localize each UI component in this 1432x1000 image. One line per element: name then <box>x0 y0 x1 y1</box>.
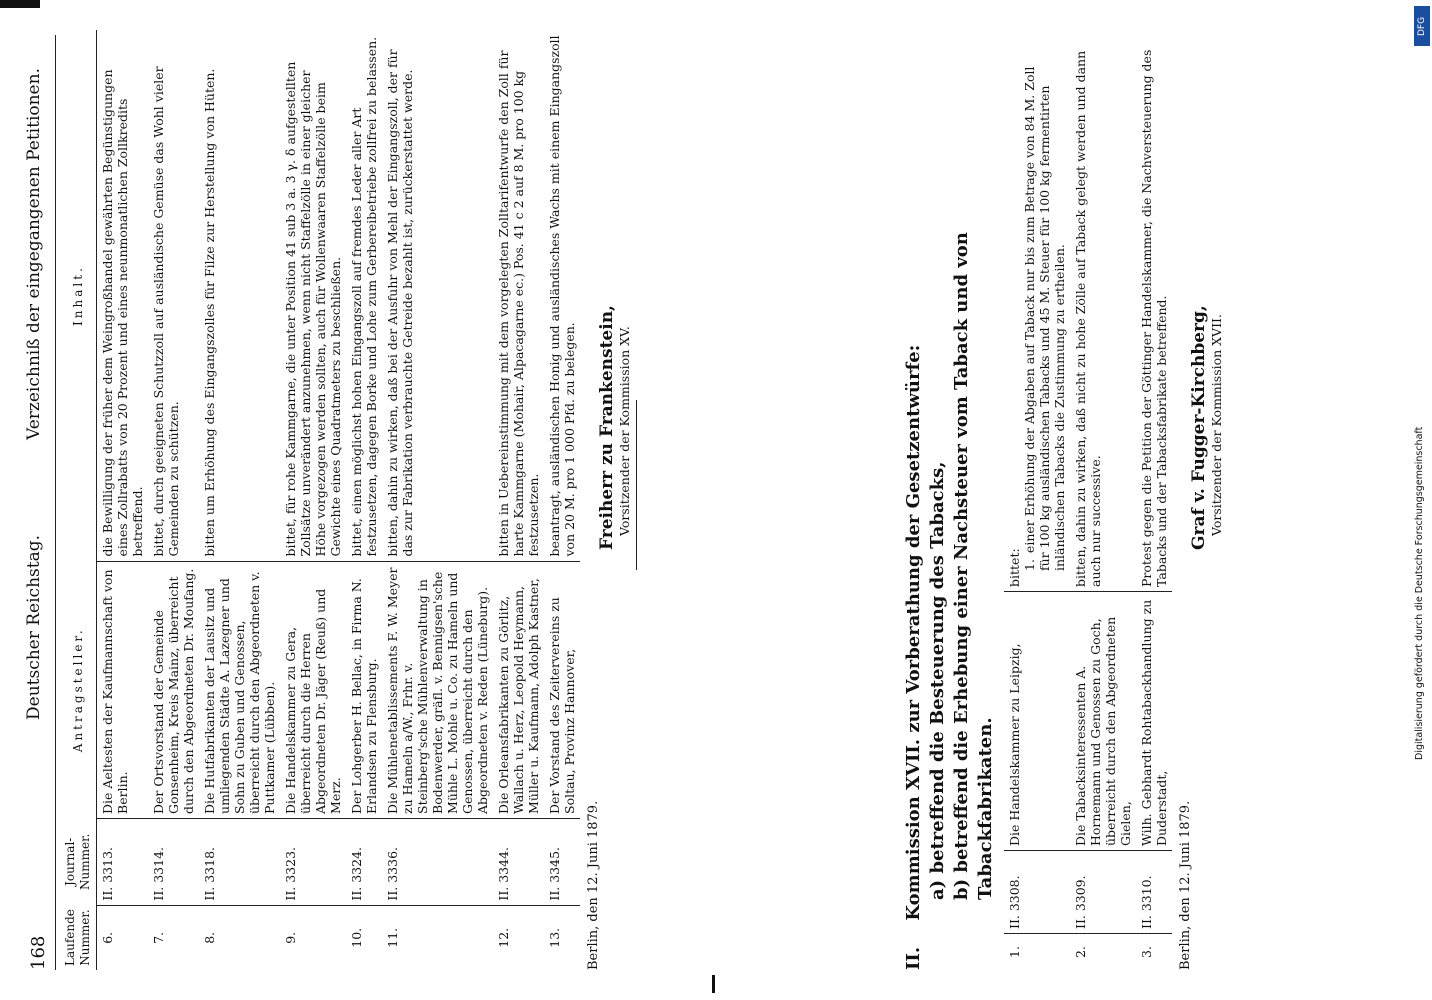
antragsteller: Die Aeltesten der Kaufmannschaft von Berlin. <box>97 561 149 818</box>
row-number: 12. <box>496 927 511 948</box>
section-item-b: b) betreffend die Erhebung einer Nachsteuer vom Taback und von Tabackfabrikaten. <box>951 232 996 900</box>
inhalt: bitten um Erhöhung des Eingangszolles für Filze zur Herstellung von Hüten. <box>202 68 217 557</box>
section-title: Kommission XVII. zur Vorberathung der Gesetzentwürfe: <box>903 344 924 921</box>
petition-table-1 <box>60 30 637 970</box>
signature-title-2: Vorsitzender der Kommission XVII. <box>1209 314 1224 536</box>
table-row <box>1004 43 1070 970</box>
divider-rule <box>636 400 637 570</box>
journal-number: II. 3323. <box>280 818 346 905</box>
table1-date: Berlin, den 12. Juni 1879. <box>586 800 601 970</box>
col-header-nr: Laufende Nummer. <box>60 905 97 970</box>
col-header-inhalt: Inhalt. <box>60 30 97 561</box>
row-number: 3. <box>1139 946 1154 958</box>
table-row <box>346 30 382 970</box>
journal-number: II. 3310. <box>1136 851 1172 934</box>
journal-number: II. 3314. <box>148 818 199 905</box>
section-2-title-line <box>902 30 926 970</box>
journal-number: II. 3324. <box>346 818 382 905</box>
inhalt: bitten, dahin zu wirken, daß nicht zu hohe Zölle auf Taback gelegt werden und dann auch nur successive. <box>1073 50 1103 587</box>
row-number: 2. <box>1073 946 1088 958</box>
signature-name-2: Graf v. Fugger-Kirchberg, <box>1189 305 1209 550</box>
table-row <box>1070 43 1136 970</box>
antragsteller: Die Hutfabrikanten der Lausitz und umliegenden Städte A. Lazegner und Sohn zu Guben und Genossen, überreicht durch den Abgeordneten v. Puttkamer (Lübben). <box>199 561 280 818</box>
header-left-title: Deutscher Reichstag. <box>24 535 44 720</box>
journal-number: II. 3309. <box>1070 851 1136 934</box>
table1-signature <box>597 30 632 550</box>
section-2 <box>902 30 1224 970</box>
inhalt: bitten in Uebereinstimmung mit dem vorgelegten Zolltarifentwurfe den Zoll für harte Kammgarne (Mohair, Alpacagarne ec.) Pos. 41 c 2 auf 8 M. pro 100 kg festzusetzen. <box>496 50 541 557</box>
inhalt: bittet, durch geeigneten Schutzzoll auf ausländische Gemüse das Wohl vieler Gemeinden zu schützen. <box>151 66 181 557</box>
inhalt: beantragt, ausländischen Honig und ausländisches Wachs mit einem Eingangszoll von 20 M. pro 1 000 Pfd. zu belegen. <box>547 35 577 557</box>
section-item-a: a) betreffend die Besteuerung des Tabacks, <box>927 461 948 900</box>
journal-number: II. 3313. <box>97 818 149 905</box>
table-row <box>493 30 544 970</box>
inhalt: Protest gegen die Petition der Göttinger Handelskammer, die Nachversteuerung des Tabacks und der Tabacksfabrikate betreffend. <box>1139 49 1169 587</box>
row-number: 11. <box>385 927 400 948</box>
inhalt: bitten, dahin zu wirken, daß bei der Ausfuhr von Mehl der Eingangszoll, der für das zur Fabrikation verbrauchte Getreide bezahlt ist, zurückerstattet werde. <box>385 49 415 557</box>
inhalt: die Bewilligung der früher dem Weingroßhandel gewährten Begünstigungen eines Zollrabatts von 20 Prozent und eines neunmonatlichen Zollkredits betreffend. <box>100 69 145 557</box>
inhalt: bittet, einen möglichst hohen Eingangszoll auf fremdes Leder aller Art festzusetzen, dagegen Borke und Lohe zum Gerbereibetriebe zollfrei zu belassen. <box>349 36 379 557</box>
row-number: 7. <box>151 931 166 944</box>
section-roman: II. <box>903 946 924 970</box>
antragsteller: Die Handelskammer zu Gera, überreicht durch die Herren Abgeordneten Dr. Jäger (Reuß) und Merz. <box>280 561 346 818</box>
journal-number: II. 3318. <box>199 818 280 905</box>
table-row <box>1136 43 1172 970</box>
row-number: 13. <box>547 927 562 948</box>
antragsteller: Wilh. Gebhardt Rohtabackhandlung zu Duderstadt, <box>1136 592 1172 851</box>
col-header-journal: Journal-Nummer. <box>60 818 97 905</box>
inhalt: bittet, für rohe Kammgarne, die unter Position 41 sub 3 a. 3 γ. δ aufgestellten Zollsätze unverändert anzunehmen, wenn nicht Staffelzölle in einer gleicher Höhe vorgezogen werden sollten, auch für Wollenwaaren Staffelzölle beim Gewichte eines Quadratmeters zu beschließen. <box>283 61 343 557</box>
antragsteller: Der Ortsvorstand der Gemeinde Gonsenheim, Kreis Mainz, überreicht durch den Abgeordneten Dr. Moufang. <box>148 561 199 818</box>
journal-number: II. 3345. <box>544 818 580 905</box>
row-number: 6. <box>100 931 115 944</box>
journal-number: II. 3308. <box>1004 851 1070 934</box>
antragsteller: Die Mühlenetablissements F. W. Meyer zu Hameln a/W., Frhr. v. Steinberg'sche Mühlenverwaltung in Bodenwerder, gräfl. v. Bennigsen'sche Mühle L. Mohle u. Co. zu Hameln und Genossen, überreicht durch den Abgeordneten v. Reden (Lüneburg). <box>382 561 493 818</box>
inhalt-sub <box>1022 47 1067 587</box>
col-header-antragsteller: Antragsteller. <box>60 561 97 818</box>
signature-title: Vorsitzender der Kommission XV. <box>617 326 632 536</box>
petition-table <box>60 30 580 970</box>
table-row <box>148 30 199 970</box>
row-number: 9. <box>283 931 298 944</box>
funding-note: Digitalisierung gefördert durch die Deutsche Forschungsgemeinschaft <box>1414 426 1425 760</box>
journal-number: II. 3336. <box>382 818 493 905</box>
table-row <box>97 30 149 970</box>
inhalt-sub-number: 1. <box>1022 559 1037 571</box>
row-number: 1. <box>1007 946 1022 958</box>
inhalt <box>1004 43 1070 592</box>
row-number: 8. <box>202 931 217 944</box>
table-row <box>280 30 346 970</box>
header-rule <box>55 35 56 970</box>
table-row <box>199 30 280 970</box>
page-number: 168 <box>28 935 49 970</box>
antragsteller: Die Handelskammer zu Leipzig, <box>1004 592 1070 851</box>
dfg-logo: DFG <box>1414 6 1430 46</box>
antragsteller: Der Lohgerber H. Bellac, in Firma N. Erlandsen zu Flensburg. <box>346 561 382 818</box>
row-number: 10. <box>349 927 364 948</box>
antragsteller: Die Orleansfabrikanten zu Görlitz, Wallach u. Herz, Leopold Heymann, Müller u. Kaufmann, Adolph Kastner, <box>493 561 544 818</box>
petition-table-2 <box>1004 43 1172 970</box>
table-row <box>544 30 580 970</box>
inhalt-intro: bittet: <box>1007 548 1022 587</box>
journal-number: II. 3344. <box>493 818 544 905</box>
antragsteller: Die Tabacksinteressenten A. Hornemann und Genossen zu Goch, überreicht durch den Abgeordneten Gielen, <box>1070 592 1136 851</box>
header-right-title: Verzeichniß der eingegangenen Petitionen. <box>24 68 44 440</box>
scan-mark-bottom <box>712 975 715 993</box>
table-row <box>382 30 493 970</box>
signature-name: Freiherr zu Frankenstein, <box>597 305 617 550</box>
inhalt-text: einer Erhöhung der Abgaben auf Taback nur bis zum Betrage von 84 M. Zoll für 100 kg ausländischen Tabacks und 45 M. Steuer für 100 kg fermentirten inländischen Tabacks die Zustimmung zu ertheilen. <box>1022 66 1067 571</box>
section2-date: Berlin, den 12. Juni 1879. <box>1178 800 1193 970</box>
antragsteller: Der Vorstand des Zeitervereins zu Soltau, Provinz Hannover, <box>544 561 580 818</box>
section2-signature <box>1189 30 1224 550</box>
